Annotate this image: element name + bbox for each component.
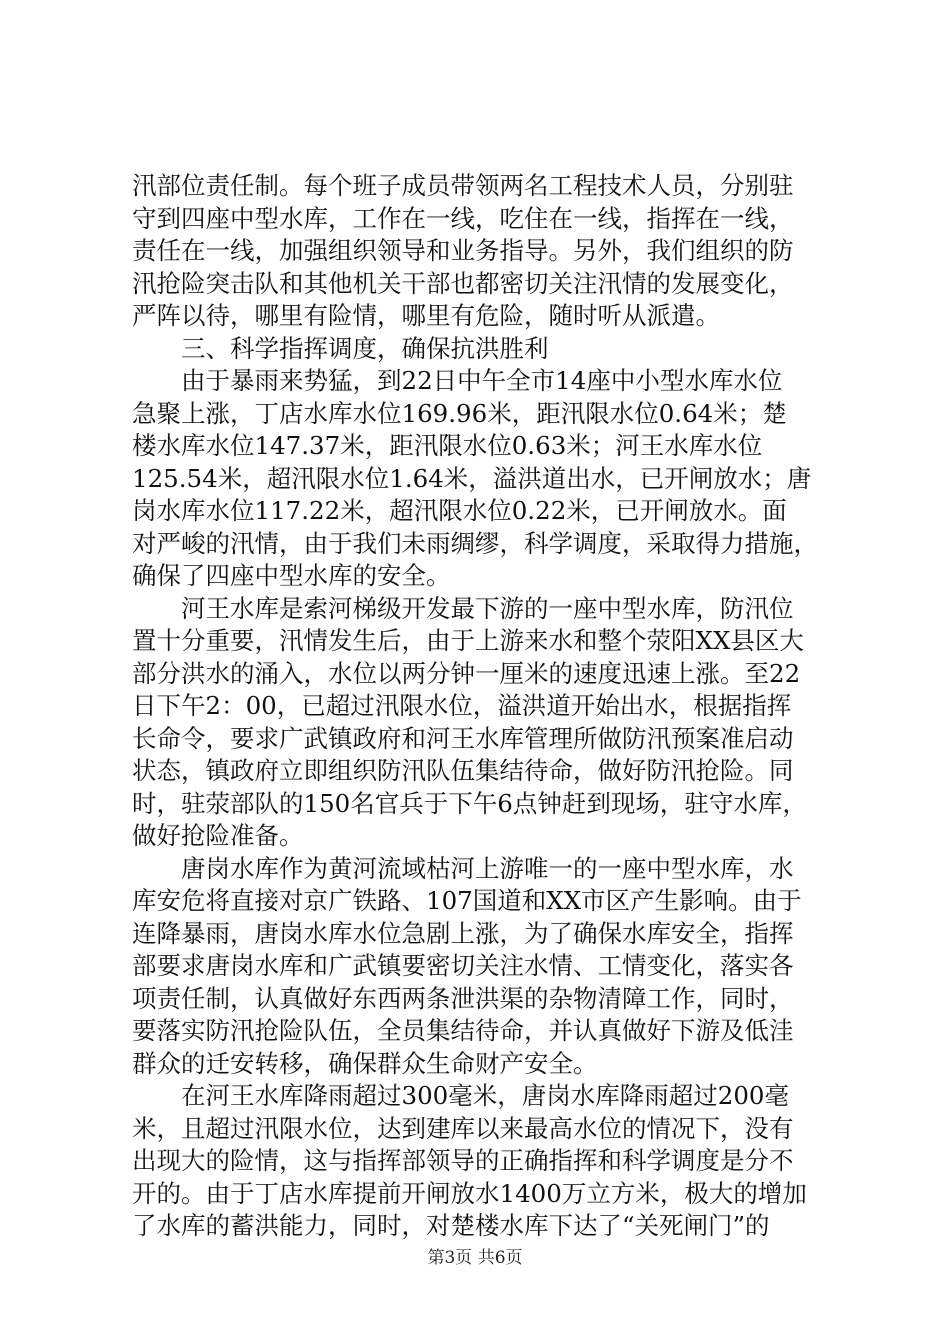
text-line: 125.54米，超汛限水位1.64米，溢洪道出水，已开闸放水；唐	[132, 463, 812, 493]
text-line: 汛部位责任制。每个班子成员带领两名工程技术人员，分别驻	[132, 171, 794, 200]
text-line: 汛抢险突击队和其他机关干部也都密切关注汛情的发展变化，	[132, 268, 794, 298]
text-line: 了水库的蓄洪能力，同时，对楚楼水库下达了“关死闸门”的	[132, 1211, 770, 1240]
text-line: 米，且超过汛限水位，达到建库以来最高水位的情况下，没有	[132, 1113, 794, 1143]
paragraph	[132, 333, 824, 366]
paragraph	[132, 853, 824, 1081]
paragraph	[132, 1080, 824, 1243]
text-line: 要落实防汛抢险队伍，全员集结待命，并认真做好下游及低洼	[132, 1016, 794, 1045]
paragraph	[132, 170, 824, 333]
text-line: 置十分重要，汛情发生后，由于上游来水和整个荥阳XX县区大	[132, 626, 804, 655]
text-line: 楼水库水位147.37米，距汛限水位0.63米；河王水库水位	[132, 431, 763, 460]
text-line: 唐岗水库作为黄河流域枯河上游唯一的一座中型水库，水	[181, 853, 794, 883]
text-line: 做好抢险准备。	[132, 821, 304, 850]
text-line: 岗水库水位117.22米，超汛限水位0.22米，已开闸放水。面	[132, 496, 787, 525]
text-line: 出现大的险情，这与指挥部领导的正确指挥和科学调度是分不	[132, 1146, 794, 1175]
document-body	[132, 170, 824, 1243]
text-line: 三、科学指挥调度，确保抗洪胜利	[181, 333, 549, 363]
text-line: 项责任制，认真做好东西两条泄洪渠的杂物清障工作，同时，	[132, 983, 794, 1013]
text-line: 群众的迁安转移，确保群众生命财产安全。	[132, 1048, 598, 1078]
text-line: 确保了四座中型水库的安全。	[132, 561, 451, 590]
text-line: 对严峻的汛情，由于我们未雨绸缪，科学调度，采取得力措施，	[132, 528, 818, 558]
text-line: 日下午2：00，已超过汛限水位，溢洪道开始出水，根据指挥	[132, 691, 792, 720]
text-line: 部要求唐岗水库和广武镇要密切关注水情、工情变化，落实各	[132, 951, 794, 980]
text-line: 守到四座中型水库，工作在一线，吃住在一线，指挥在一线，	[132, 203, 794, 233]
text-line: 责任在一线，加强组织领导和业务指导。另外，我们组织的防	[132, 236, 794, 265]
text-line: 连降暴雨，唐岗水库水位急剧上涨，为了确保水库安全，指挥	[132, 918, 794, 948]
text-line: 河王水库是索河梯级开发最下游的一座中型水库，防汛位	[181, 593, 794, 623]
text-line: 严阵以待，哪里有险情，哪里有危险，随时听从派遣。	[132, 301, 720, 330]
page-footer: 第3页 共6页	[427, 1248, 523, 1268]
text-line: 急聚上涨，丁店水库水位169.96米，距汛限水位0.64米；楚	[132, 398, 787, 428]
text-line: 时，驻荥部队的150名官兵于下午6点钟赶到现场，驻守水库，	[132, 788, 807, 818]
text-line: 由于暴雨来势猛，到22日中午全市14座中小型水库水位	[181, 366, 783, 395]
text-line: 状态，镇政府立即组织防汛队伍集结待命，做好防汛抢险。同	[132, 756, 794, 785]
paragraph	[132, 593, 824, 853]
text-line: 长命令，要求广武镇政府和河王水库管理所做防汛预案准启动	[132, 723, 794, 753]
text-line: 开的。由于丁店水库提前开闸放水1400万立方米，极大的增加	[132, 1178, 807, 1208]
text-line: 库安危将直接对京广铁路、107国道和XX市区产生影响。由于	[132, 886, 802, 915]
paragraph	[132, 365, 824, 593]
text-line: 部分洪水的涌入，水位以两分钟一厘米的速度迅速上涨。至22	[132, 658, 801, 688]
text-line: 在河王水库降雨超过300毫米，唐岗水库降雨超过200毫	[181, 1081, 790, 1110]
